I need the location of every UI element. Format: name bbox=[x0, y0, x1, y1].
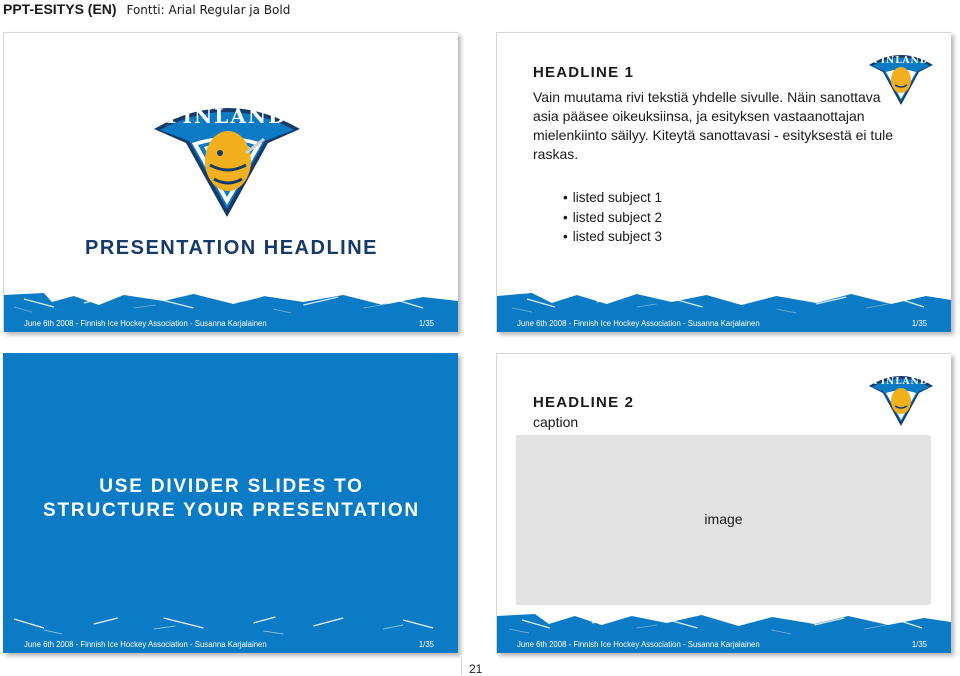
page-number-divider bbox=[461, 657, 462, 675]
image-placeholder bbox=[516, 435, 931, 605]
slide-footer: June 6th 2008 - Finnish Ice Hockey Association - Susanna Karjalainen bbox=[24, 319, 267, 328]
slide-footer: June 6th 2008 - Finnish Ice Hockey Association - Susanna Karjalainen bbox=[24, 640, 267, 649]
slide-divider bbox=[3, 353, 458, 653]
finland-logo-small-text: FINLAND bbox=[873, 377, 929, 387]
list-item: • listed subject 2 bbox=[563, 208, 662, 228]
caption-text: caption bbox=[533, 414, 579, 430]
list-item: • listed subject 1 bbox=[563, 188, 662, 208]
divider-heading bbox=[4, 475, 458, 523]
bullet-list bbox=[563, 188, 662, 247]
image-placeholder-label: image bbox=[704, 511, 743, 527]
slide-image bbox=[496, 353, 951, 653]
divider-heading-line-2: STRUCTURE YOUR PRESENTATION bbox=[43, 500, 420, 521]
headline-2: HEADLINE 2 bbox=[533, 394, 635, 411]
slide-page-count: 1/35 bbox=[418, 640, 434, 649]
presentation-headline: PRESENTATION HEADLINE bbox=[85, 237, 378, 259]
page-number: 21 bbox=[469, 662, 483, 676]
slide-content bbox=[496, 32, 951, 332]
slide-page-count: 1/35 bbox=[911, 319, 927, 328]
document-title-font-note: Fontti: Arial Regular ja Bold bbox=[126, 3, 291, 17]
slide-title bbox=[3, 32, 458, 332]
slide-page-count: 1/35 bbox=[418, 319, 434, 328]
headline-1: HEADLINE 1 bbox=[533, 64, 635, 81]
finland-logo bbox=[150, 87, 304, 217]
slide-page-count: 1/35 bbox=[911, 640, 927, 649]
finland-logo-text: FINLAND bbox=[166, 104, 288, 128]
document-title-main: PPT-ESITYS (EN) bbox=[3, 1, 117, 17]
finland-logo-small bbox=[867, 368, 935, 426]
finland-logo-small-text: FINLAND bbox=[873, 56, 929, 66]
slide-footer: June 6th 2008 - Finnish Ice Hockey Association - Susanna Karjalainen bbox=[517, 640, 760, 649]
document-title bbox=[3, 1, 290, 17]
list-item: • listed subject 3 bbox=[563, 227, 662, 247]
slide-footer: June 6th 2008 - Finnish Ice Hockey Association - Susanna Karjalainen bbox=[517, 319, 760, 328]
body-text: Vain muutama rivi tekstiä yhdelle sivulle. Näin sanottava asia pääsee oikeuksiinsa, ja esityksen vastaanottajan mielenkiinto säilyy. Kiteytä sanottavasi - esityksestä ei tule raskas. bbox=[533, 89, 894, 162]
divider-heading-line-1: USE DIVIDER SLIDES TO bbox=[99, 476, 364, 497]
